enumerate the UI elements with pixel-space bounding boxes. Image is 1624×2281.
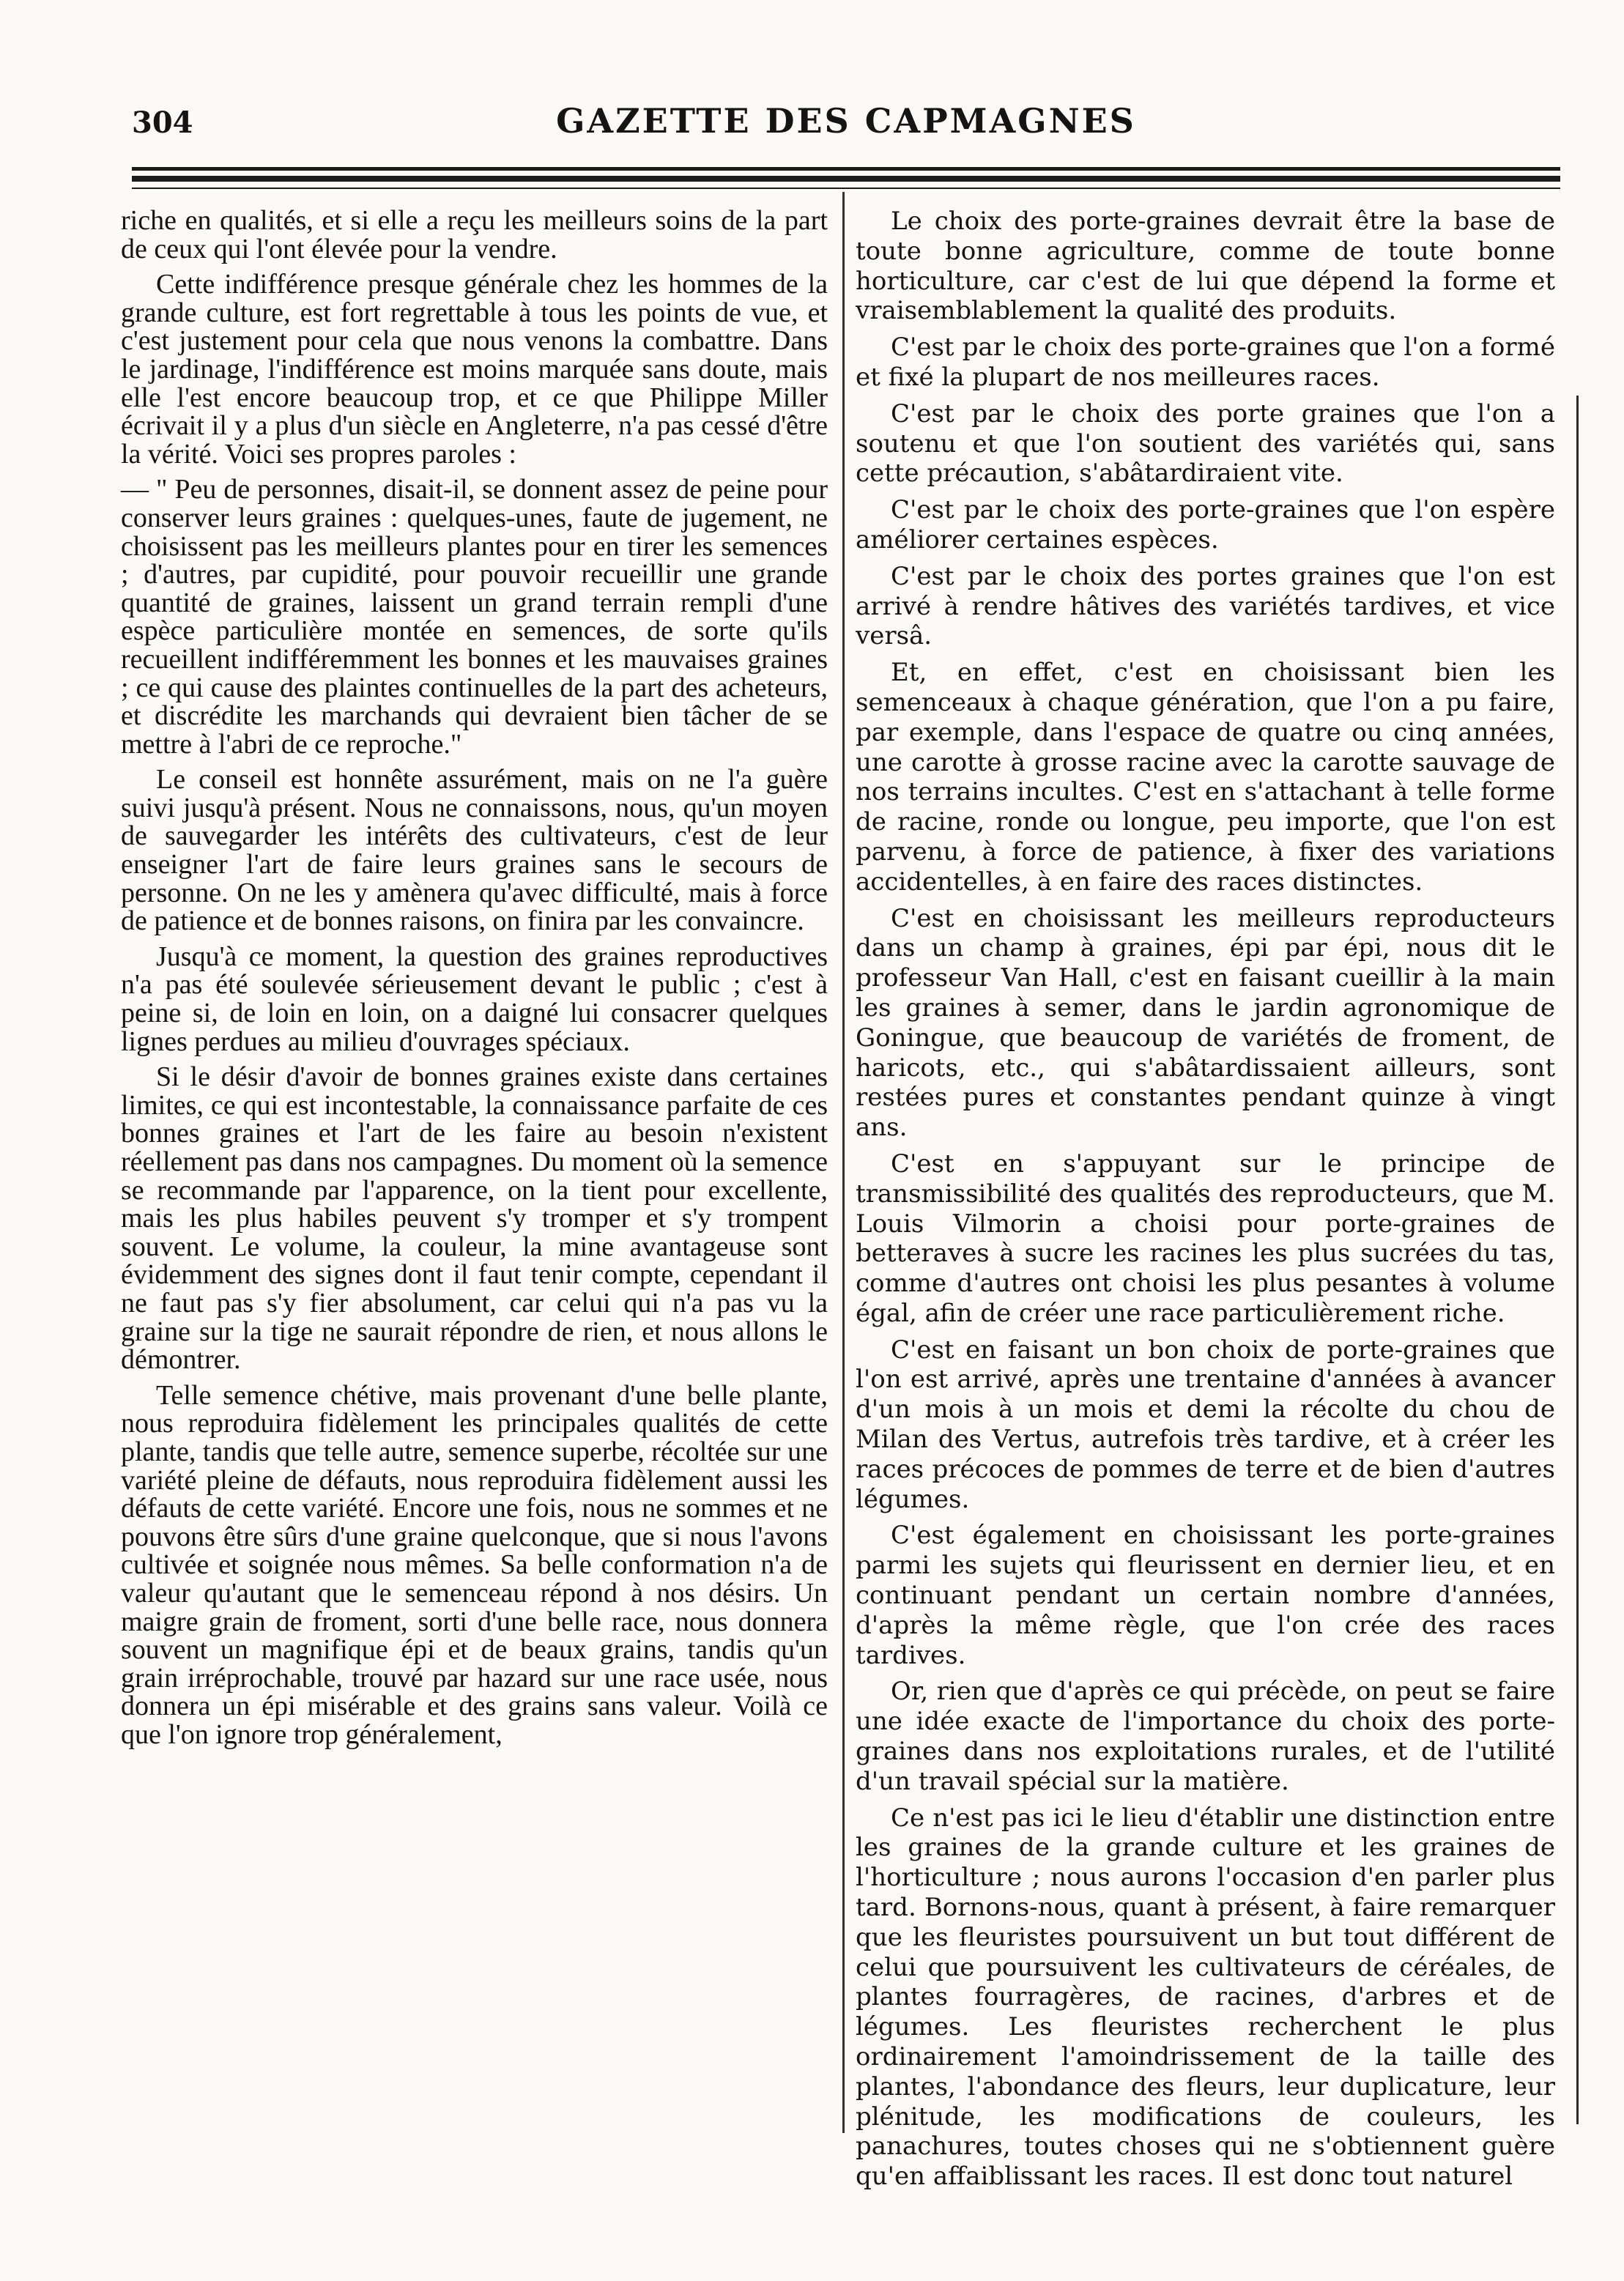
paragraph: C'est par le choix des portes graines que l'on est arrivé à rendre hâtives des variétés tardives, et vice versâ.	[856, 561, 1555, 651]
page-number: 304	[132, 105, 193, 140]
paragraph: riche en qualités, et si elle a reçu les meilleurs soins de la part de ceux qui l'ont élevée pour la vendre.	[121, 205, 828, 264]
paragraph: Cette indifférence presque générale chez les hommes de la grande culture, est fort regrettable à tous les points de vue, et c'est justement pour cela que nous venons la combattre. Dans le jardinage, l'indifférence est moins marquée sans doute, mais elle l'est encore beaucoup trop, et ce que Philippe Miller écrivait il y a plus d'un siècle en Angleterre, n'a pas cessé d'être la vérité. Voici ses propres paroles :	[121, 269, 828, 470]
paragraph: C'est en s'appuyant sur le principe de transmissibilité des qualités des reproducteurs, que M. Louis Vilmorin a choisi pour porte-graines de betteraves à sucre les racines les plus sucrées du tas, comme d'autres ont choisi les plus pesantes à volume égal, afin de créer une race particulièrement riche.	[856, 1149, 1555, 1328]
paragraph: Telle semence chétive, mais provenant d'une belle plante, nous reproduira fidèlement les principales qualités de cette plante, tandis que telle autre, semence superbe, récoltée sur une variété pleine de défauts, nous reproduira fidèlement aussi les défauts de cette variété. Encore une fois, nous ne sommes et ne pouvons être sûrs d'une graine quelconque, que si nous l'avons cultivée et soignée nous mêmes. Sa belle conformation n'a de valeur qu'autant que le semenceau répond à nos désirs. Un maigre grain de froment, sorti d'une belle race, nous donnera souvent un magnifique épi et de beaux grains, tandis qu'un grain irréprochable, trouvé par hazard sur une race usée, nous donnera un épi misérable et des grains sans valeur. Voilà ce que l'on ignore trop généralement,	[121, 1379, 828, 1750]
paragraph: Ce n'est pas ici le lieu d'établir une distinction entre les graines de la grande culture et les graines de l'horticulture ; nous aurons l'occasion d'en parler plus tard. Bornons-nous, quant à présent, à faire remarquer que les fleuristes poursuivent un but tout différent de celui que poursuivent les cultivateurs de céréales, de plantes fourragères, de racines, d'arbres et de légumes. Les fleuristes recherchent le plus ordinairement l'amoindrissement de la taille des plantes, l'abondance des fleurs, leur duplicature, leur plénitude, les modifications de couleurs, les panachures, toutes choses qui ne s'obtiennent guère qu'en affaiblissant les races. Il est donc tout naturel	[856, 1803, 1555, 2192]
gazette-title: GAZETTE DES CAPMAGNES	[556, 101, 1136, 141]
paragraph: C'est par le choix des porte graines que l'on a soutenu et que l'on soutient des variétés qui, sans cette précaution, s'abâtardiraient vite.	[856, 398, 1555, 489]
paragraph: C'est en faisant un bon choix de porte-graines que l'on est arrivé, après une trentaine d'années à avancer d'un mois à un mois et demi la récolte du chou de Milan des Vertus, autrefois très tardive, et à créer les races précoces de pommes de terre et de bien d'autres légumes.	[856, 1335, 1555, 1514]
right-margin-line	[1576, 396, 1579, 2124]
header-rule	[132, 167, 1560, 171]
paragraph: C'est en choisissant les meilleurs reproducteurs dans un champ à graines, épi par épi, nous dit le professeur Van Hall, c'est en faisant cueillir à la main les graines à semer, dans le jardin agronomique de Goningue, que beaucoup de variétés de froment, de haricots, etc., qui s'abâtardissaient ailleurs, sont restées pures et constantes pendant quinze à vingt ans.	[856, 903, 1555, 1143]
quotation-paragraph: — " Peu de personnes, disait-il, se donnent assez de peine pour conserver leurs graines : quelques-unes, faute de jugement, ne choisissent pas les meilleurs plantes pour en tirer les semences ; d'autres, par cupidité, pour pouvoir recueillir une grande quantité de graines, laissent un grand terrain rempli d'une espèce particulière montée en semences, de sorte qu'ils recueillent indifféremment les bonnes et les mauvaises graines ; ce qui cause des plaintes continuelles de la part des acheteurs, et discrédite les marchands qui devraient bien tâcher de se mettre à l'abri de ce reproche."	[121, 474, 828, 760]
header-rule-thin	[132, 188, 1560, 189]
paragraph: Le conseil est honnête assurément, mais on ne l'a guère suivi jusqu'à présent. Nous ne connaissons, nous, qu'un moyen de sauvegarder les intérêts des cultivateurs, c'est de leur enseigner l'art de faire leurs graines sans le secours de personne. On ne les y amènera qu'avec difficulté, mais à force de patience et de bonnes raisons, on finira par les convaincre.	[121, 764, 828, 937]
right-column	[856, 207, 1555, 2198]
column-separator	[842, 192, 845, 2133]
paragraph: Le choix des porte-graines devrait être la base de toute bonne agriculture, comme de toute bonne horticulture, car c'est de lui que dépend la forme et vraisemblablement la qualité des produits.	[856, 207, 1555, 326]
paragraph: Et, en effet, c'est en choisissant bien les semenceaux à chaque génération, que l'on a pu faire, par exemple, dans l'espace de quatre ou cinq années, une carotte à grosse racine avec la carotte sauvage de nos terrains incultes. C'est en s'attachant à telle forme de racine, ronde ou longue, peu importe, que l'on est parvenu, à force de patience, à fixer des variations accidentelles, à en faire des races distinctes.	[856, 658, 1555, 897]
paragraph: Jusqu'à ce moment, la question des graines reproductives n'a pas été soulevée sérieusement devant le public ; c'est à peine si, de loin en loin, on a daigné lui consacrer quelques lignes perdues au milieu d'ouvrages spéciaux.	[121, 941, 828, 1057]
left-column	[121, 207, 828, 1756]
paragraph: C'est par le choix des porte-graines que l'on espère améliorer certaines espèces.	[856, 495, 1555, 555]
paragraph: C'est par le choix des porte-graines que l'on a formé et fixé la plupart de nos meilleures races.	[856, 333, 1555, 392]
header-rule-thick	[132, 176, 1560, 182]
page-header	[132, 101, 1560, 152]
paragraph: Or, rien que d'après ce qui précède, on peut se faire une idée exacte de l'importance du choix des porte-graines dans nos exploitations rurales, et de l'utilité d'un travail spécial sur la matière.	[856, 1677, 1555, 1796]
paragraph: Si le désir d'avoir de bonnes graines existe dans certaines limites, ce qui est incontestable, la connaissance parfaite de ces bonnes graines et l'art de les faire au besoin n'existent réellement pas dans nos campagnes. Du moment où la semence se recommande par l'apparence, on la tient pour excellente, mais les plus habiles peuvent s'y tromper et s'y trompent souvent. Le volume, la couleur, la mine avantageuse sont évidemment des signes dont il faut tenir compte, cependant il ne faut pas s'y fier absolument, car celui qui n'a pas vu la graine sur la tige ne saurait répondre de rien, et nous allons le démontrer.	[121, 1061, 828, 1376]
paragraph: C'est également en choisissant les porte-graines parmi les sujets qui fleurissent en dernier lieu, et en continuant pendant un certain nombre d'années, d'après la même règle, que l'on crée des races tardives.	[856, 1521, 1555, 1670]
